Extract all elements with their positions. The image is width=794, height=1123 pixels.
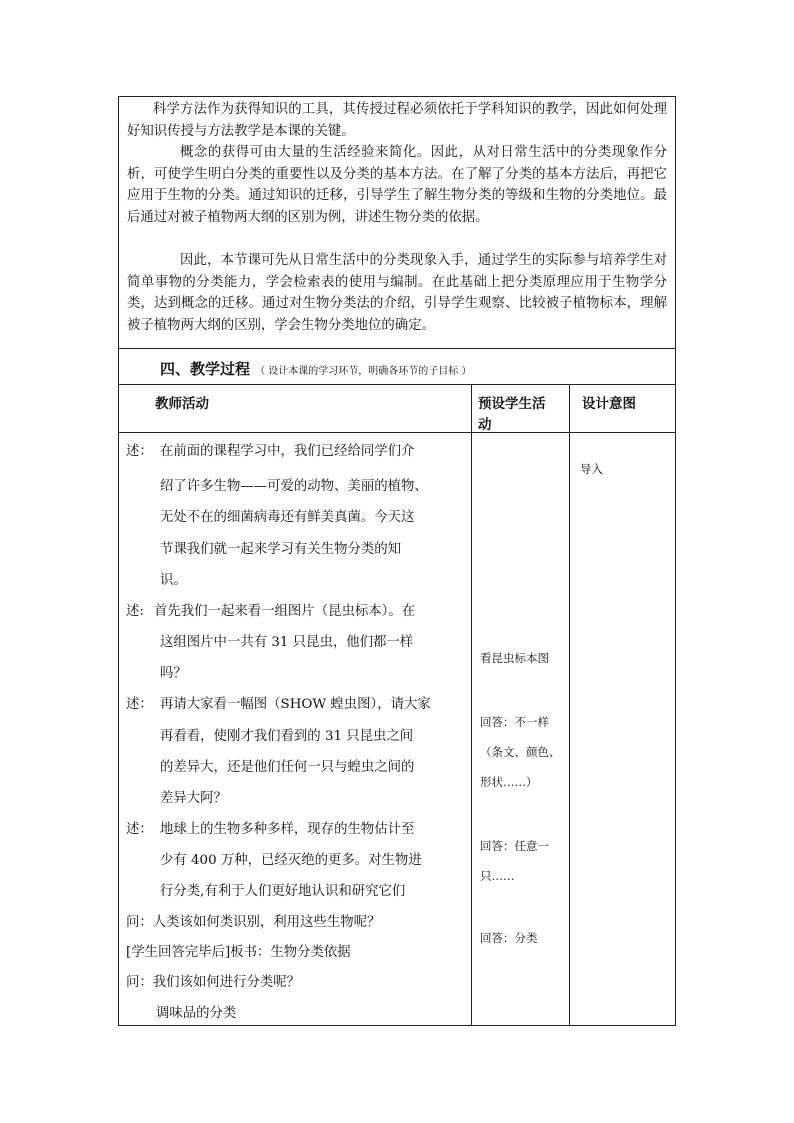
row-label: 述: (126, 604, 144, 619)
table-right-border (675, 96, 676, 1026)
row-text: 首先我们一起来看一组图片（昆虫标本）。在 (154, 604, 416, 619)
student-activity-2: 回答：不一样 (480, 715, 549, 729)
column-divider-student (569, 384, 570, 1026)
section-title-note: （ 设计本课的学习环节，明确各环节的子目标 ） (255, 366, 472, 377)
table-divider-header (118, 432, 676, 433)
row-label: 述： (126, 444, 153, 459)
student-activity-4: 形状……） (480, 775, 538, 789)
teacher-row-3-line-2: 再看看，使刚才我们看到的 31 只昆虫之间 (160, 729, 414, 744)
header-design-intent: 设计意图 (582, 396, 636, 412)
student-activity-6: 只…… (480, 869, 515, 883)
teacher-row-3-line-3: 的差异大，还是他们任何一只与蝗虫之间的 (160, 760, 415, 775)
teacher-row-5: 问：人类该如何类识别，利用这些生物呢？ (126, 915, 381, 930)
table-left-border (118, 96, 119, 1026)
teacher-row-4-line-2: 少有 400 万种，已经灭绝的更多。对生物进 (160, 853, 422, 868)
intro-paragraph-2: 概念的获得可由大量的生活经验来简化。因此，从对日常生活中的分类现象作分析，可使学生明白分类的重要性以及分类的基本方法。在了解了分类的基本方法后，再把它应用于生物的分类。通过知识的迁移，引导学生了解生物分类的等级和生物的分类地位。最后通过对被子植物两大纲的区别为例，讲述生物分类的依据。 (127, 145, 667, 225)
teacher-row-8: 调味品的分类 (156, 1006, 237, 1021)
table-divider-section (118, 384, 676, 385)
student-activity-5: 回答：任意一 (480, 839, 549, 853)
table-top-border (118, 96, 676, 97)
row-text: 再请大家看一幅图（SHOW 蝗虫图），请大家 (160, 697, 431, 712)
intro-paragraph-1: 科学方法作为获得知识的工具，其传授过程必须依托于学科知识的教学，因此如何处理好知识传授与方法教学是本课的关键。 (127, 102, 667, 139)
student-activity-1: 看昆虫标本图 (480, 651, 549, 665)
row-text: 在前面的课程学习中，我们已经给同学们介 (160, 444, 415, 459)
intro-paragraph-3: 因此，本节课可先从日常生活中的分类现象入手，通过学生的实际参与培养学生对简单事物的分类能力，学会检索表的使用与编制。在此基础上把分类原理应用于生物学分类，达到概念的迁移。通过对生物分类法的介绍，引导学生观察、比较被子植物标本，理解被子植物两大纲的区别，学会生物分类地位的确定。 (127, 253, 667, 333)
header-student-activity-line1: 预设学生活 (478, 396, 546, 412)
row-label: 述： (126, 697, 153, 712)
teacher-row-1-line-3: 无处不在的细菌病毒还有鲜美真菌。今天这 (160, 510, 415, 525)
teacher-row-3-line-4: 差异大阿？ (160, 791, 227, 806)
student-activity-7: 回答：分类 (480, 931, 538, 945)
row-label: 述： (126, 822, 153, 837)
section-title-main: 四、教学过程 (160, 360, 251, 378)
row-text: 地球上的生物多种多样，现存的生物估计至 (160, 822, 415, 837)
design-intent-1: 导入 (580, 462, 603, 476)
teacher-row-6: [学生回答完毕后]板书：生物分类依据 (126, 945, 351, 960)
teacher-row-1-line-5: 识。 (160, 573, 187, 588)
teacher-row-1-line-4: 节课我们就一起来学习有关生物分类的知 (160, 542, 402, 557)
teacher-row-2-line-3: 吗？ (160, 666, 187, 681)
header-student-activity-line2: 动 (478, 417, 492, 433)
column-divider-teacher (471, 384, 472, 1026)
teacher-row-1-line-2: 绍了许多生物——可爱的动物、美丽的植物、 (160, 479, 428, 494)
table-divider-intro (118, 348, 676, 349)
teacher-row-2-line-2: 这组图片中一共有 31 只昆虫，他们都一样 (160, 635, 414, 650)
teacher-row-4-line-3: 行分类,有利于人们更好地认识和研究它们 (160, 884, 406, 899)
header-teacher-activity: 教师活动 (155, 396, 209, 412)
student-activity-3: （条文、颜色、 (480, 745, 561, 759)
teacher-row-7: 问：我们该如何进行分类呢？ (126, 975, 301, 990)
section-title (160, 358, 471, 379)
table-bottom-border (118, 1025, 676, 1026)
